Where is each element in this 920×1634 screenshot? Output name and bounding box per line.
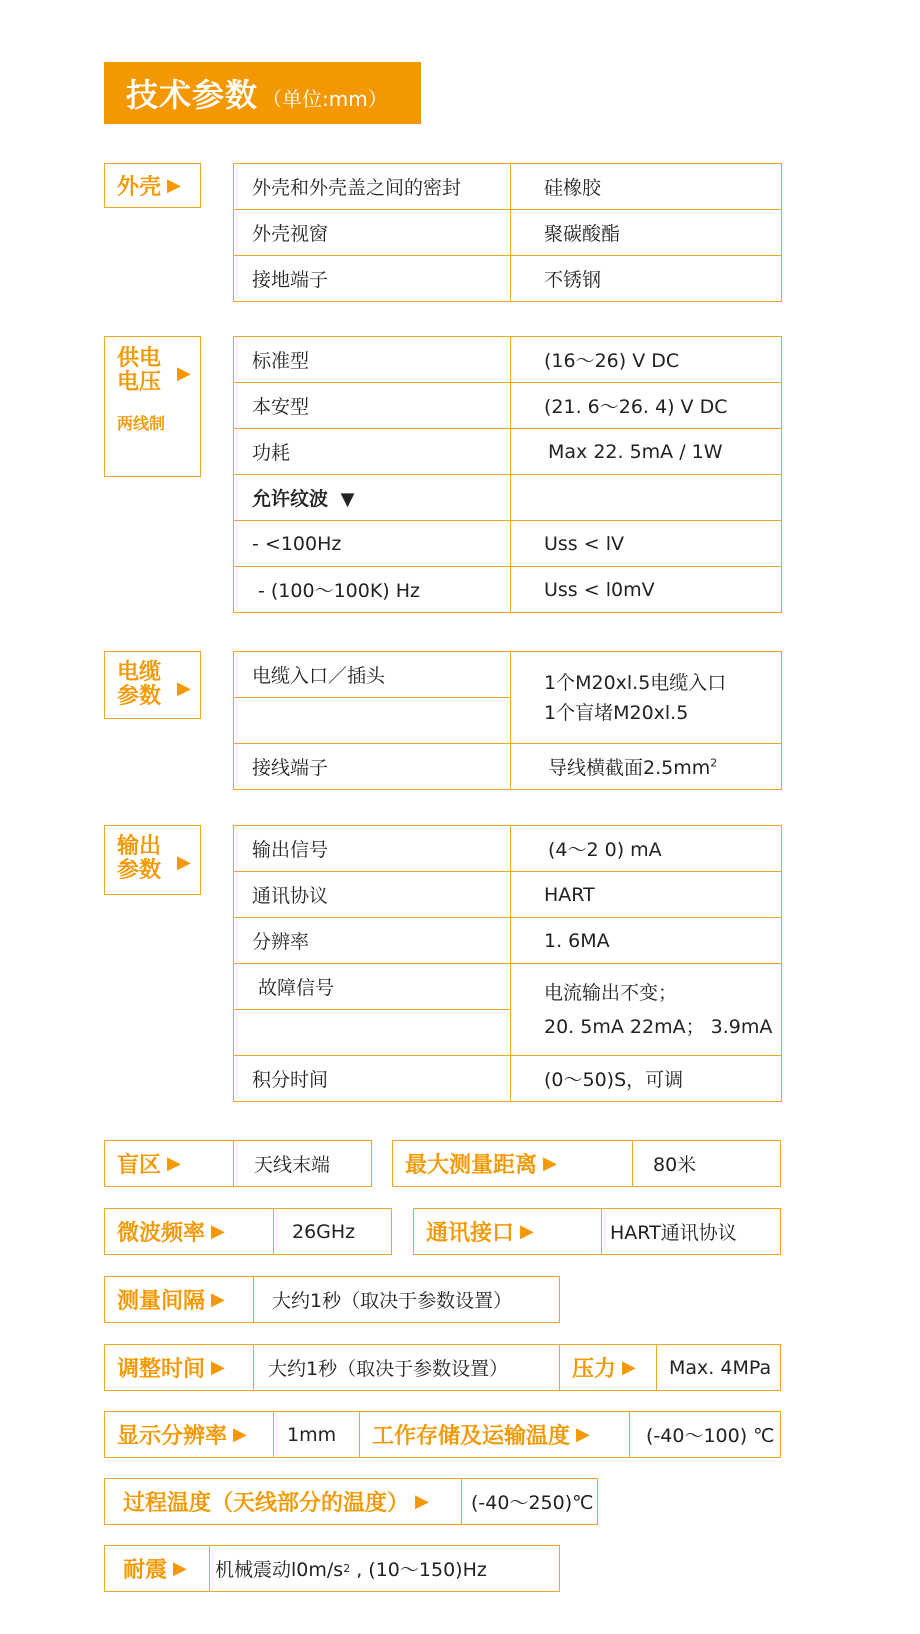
table-row [234,1056,782,1102]
storage-temp-label-text: 工作存储及运输温度 [372,1424,571,1449]
display-resolution-value: 1mm [273,1411,360,1458]
interval-label-text: 测量间隔 [117,1289,206,1314]
interval-label [104,1276,254,1323]
fault-value-line1: 电流输出不变； [544,981,678,1004]
cable-table [233,651,782,790]
vibration-value-prefix: 机械震动l0m/s [215,1559,344,1581]
frequency-value: 26GHz [273,1208,392,1255]
param-value: Uss < l0mV [511,567,782,613]
triangle-down-icon: ▼ [340,489,355,510]
unit-note: （单位:mm） [262,86,388,111]
arrow-right-icon: ▶ [177,852,191,873]
table-row [234,256,782,302]
output-label [104,825,201,895]
section-banner [104,62,421,124]
entry-value-line2: 1个盲堵M20xl.5 [544,701,689,724]
param-name: 分辨率 [234,918,511,964]
ripple-label [234,475,511,521]
param-value: (21. 6～26. 4) V DC [511,383,782,429]
empty-cell [234,698,511,744]
process-temp-label [104,1478,462,1525]
param-value: 不锈钢 [511,256,782,302]
storage-temp-value: (-40～100) ℃ [629,1411,781,1458]
param-value: Uss < lV [511,521,782,567]
cable-label-line1: 电缆 [117,660,162,685]
comm-interface-value: HART通讯协议 [601,1208,781,1255]
blind-zone-value: 天线末端 [233,1140,372,1187]
housing-label [104,163,201,208]
arrow-right-icon: ▶ [233,1424,247,1445]
param-name: 标准型 [234,337,511,383]
arrow-right-icon: ▶ [211,1357,225,1378]
table-row [234,429,782,475]
arrow-right-icon: ▶ [211,1221,225,1242]
param-name: 电缆入口／插头 [234,652,511,698]
table-row [234,652,782,698]
param-name: 接地端子 [234,256,511,302]
param-value [511,964,782,1056]
max-range-label [392,1140,633,1187]
page-title: 技术参数 [126,76,259,114]
param-value: 1. 6MA [511,918,782,964]
table-row [234,164,782,210]
entry-value-line1: 1个M20xl.5电缆入口 [544,671,727,694]
arrow-right-icon: ▶ [211,1289,225,1310]
param-value: HART [511,872,782,918]
pressure-value: Max. 4MPa [656,1344,781,1391]
cable-label [104,651,201,719]
param-value: (4～2 0) mA [511,826,782,872]
param-name: 接线端子 [234,744,511,790]
table-row [234,826,782,872]
arrow-right-icon: ▶ [167,1153,181,1174]
param-name: 积分时间 [234,1056,511,1102]
blind-zone-label-text: 盲区 [117,1153,162,1178]
comm-interface-label-text: 通讯接口 [426,1221,515,1246]
param-value [511,744,782,790]
housing-table [233,163,782,302]
param-name: 外壳和外壳盖之间的密封 [234,164,511,210]
adjust-time-value: 大约1秒（取决于参数设置） [253,1344,560,1391]
fault-value-line2: 20. 5mA 22mA； 3.9mA [544,1015,773,1038]
vibration-value-suffix: , (10～150)Hz [350,1559,487,1581]
arrow-right-icon: ▶ [177,678,191,699]
table-row [234,567,782,613]
comm-interface-label [413,1208,602,1255]
table-row [234,918,782,964]
power-table [233,336,782,613]
param-value: (16～26) V DC [511,337,782,383]
display-resolution-label-text: 显示分辨率 [117,1424,228,1449]
table-row [234,964,782,1010]
max-range-label-text: 最大测量距离 [405,1153,538,1178]
power-label-line2: 电压 [117,370,162,395]
arrow-right-icon: ▶ [167,175,181,196]
output-label-line1: 输出 [117,834,162,859]
param-name: 故障信号 [234,964,511,1010]
empty-cell [511,475,782,521]
vibration-label [104,1545,210,1592]
power-label-line1: 供电 [117,346,162,371]
table-row [234,872,782,918]
empty-cell [234,1010,511,1056]
table-row [234,210,782,256]
param-name: - (100～100K) Hz [234,567,511,613]
output-label-line2: 参数 [117,858,162,883]
interval-value: 大约1秒（取决于参数设置） [253,1276,560,1323]
param-value: (0～50)S，可调 [511,1056,782,1102]
max-range-value: 80米 [632,1140,781,1187]
storage-temp-label [359,1411,630,1458]
table-row [234,383,782,429]
arrow-right-icon: ▶ [173,1558,187,1579]
process-temp-value: (-40～250)℃ [461,1478,598,1525]
output-table [233,825,782,1102]
ripple-label-text: 允许纹波 [252,488,329,510]
param-name: 外壳视窗 [234,210,511,256]
frequency-label-text: 微波频率 [117,1221,206,1246]
pressure-label [559,1344,657,1391]
adjust-time-label [104,1344,254,1391]
table-row [234,744,782,790]
adjust-time-label-text: 调整时间 [117,1357,206,1382]
table-row [234,521,782,567]
param-name: 本安型 [234,383,511,429]
param-value: 硅橡胶 [511,164,782,210]
cable-label-line2: 参数 [117,684,162,709]
param-name: 输出信号 [234,826,511,872]
param-name: 通讯协议 [234,872,511,918]
superscript: 2 [343,1562,351,1575]
blind-zone-label [104,1140,234,1187]
power-label [104,336,201,477]
arrow-right-icon: ▶ [622,1357,636,1378]
arrow-right-icon: ▶ [520,1221,534,1242]
arrow-right-icon: ▶ [543,1153,557,1174]
param-value: 聚碳酸酯 [511,210,782,256]
housing-label-text: 外壳 [117,175,162,200]
process-temp-label-text: 过程温度（天线部分的温度） [123,1491,410,1516]
arrow-right-icon: ▶ [177,363,191,384]
param-name: 功耗 [234,429,511,475]
display-resolution-label [104,1411,274,1458]
table-row [234,475,782,521]
arrow-right-icon: ▶ [415,1491,429,1512]
arrow-right-icon: ▶ [576,1424,590,1445]
superscript: 2 [710,756,718,770]
power-sublabel: 两线制 [117,414,166,433]
frequency-label [104,1208,274,1255]
param-value [511,652,782,744]
vibration-value [209,1545,560,1592]
param-name: - <100Hz [234,521,511,567]
table-row [234,337,782,383]
param-value: Max 22. 5mA / 1W [511,429,782,475]
terminal-value-text: 导线横截面2.5mm [548,757,711,779]
pressure-label-text: 压力 [572,1357,617,1382]
vibration-label-text: 耐震 [123,1558,168,1583]
